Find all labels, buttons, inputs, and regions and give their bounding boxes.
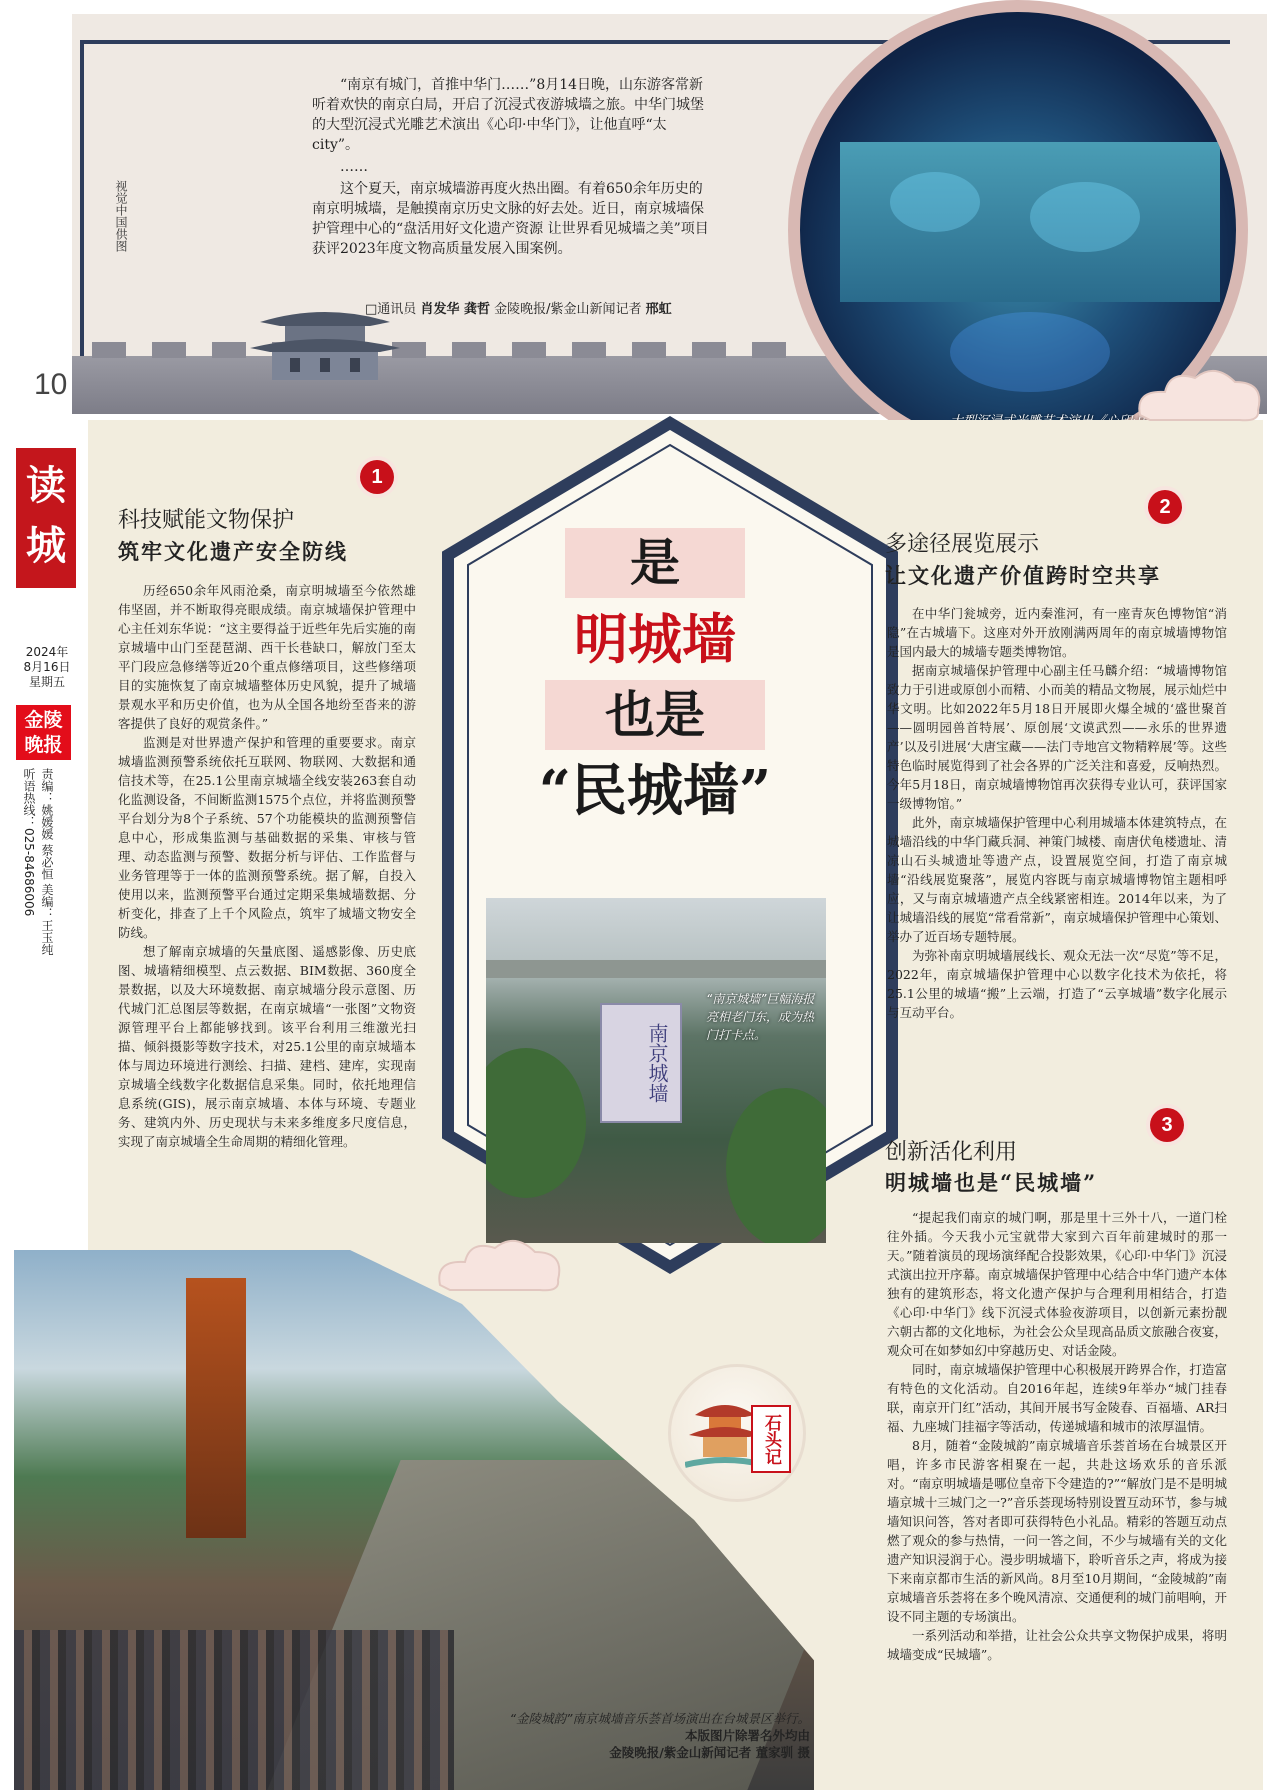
headline-line-3: 也是 xyxy=(545,680,765,750)
page-number: 10 xyxy=(34,368,68,401)
section-2-body xyxy=(887,604,1227,1022)
section-1-paragraph: 历经650余年风雨沧桑，南京明城墙至今依然雄伟坚固，并不断取得亮眼成绩。南京城墙保护管理中心主任刘东华说：“这主要得益于近些年先后实施的南京城墙中山门至琵琶湖、西干长巷缺口，解放门至太平门段应急修缮等近20个重点修缮项目，这些修缮项目的实施恢复了南京城墙整体历史风貌，提升了城墙景观水平和历史价值，也为从全国各地纷至沓来的游客提供了良好的观赏条件。” xyxy=(118,583,416,731)
section-1-paragraph: 想了解南京城墙的矢量底图、遥感影像、历史底图、城墙精细模型、点云数据、BIM数据、360度全景数据，以及大环境数据、南京城墙分段示意图、历代城门汇总图层等数据，在南京城墙“一张图”文物资源管理平台上都能够找到。该平台利用三维激光扫描、倾斜摄影等数字技术，对25.1公里的南京城墙本体与周边环境进行测绘、扫描、建档、建库，实现南京城墙全线数字化数据信息采集。同时，依托地理信息系统(GIS)，展示南京城墙、本体与环境、专题业务、建筑内外、历史现状与未来多维度多尺度信息，实现了南京城墙全生命周期的精细化管理。 xyxy=(118,944,416,1149)
pagoda xyxy=(186,1278,246,1538)
section-3-title: 创新活化利用 xyxy=(885,1140,1018,1165)
section-tag: 读城 xyxy=(16,448,76,588)
issue-date: 2024年8月16日星期五 xyxy=(23,645,71,689)
section-3-paragraph: 8月，随着“金陵城韵”南京城墙音乐荟首场在台城景区开唱，许多市民游客相聚在一起，共赴这场欢乐的音乐派对。“南京明城墙是哪位皇帝下令建造的?”“解放门是不是明城墙京城十三城门之一?”音乐荟现场特别设置互动环节，参与城墙知识问答，答对者即可获得特色小礼品。精彩的答题互动点燃了观众的参与热情，一问一答之间，不少与城墙有关的文化遗产知识浸润于心。漫步明城墙下，聆听音乐之声，将成为接下来南京都市生活的新风尚。8月至10月期间，“金陵城韵”南京城墙音乐荟将在多个晚风清凉、交通便利的城门前唱响，开设不同主题的专场演出。 xyxy=(887,1438,1227,1624)
shitouji-stamp: 石头记 xyxy=(751,1405,791,1473)
headline-line-2: 明城墙 xyxy=(574,607,736,671)
editors-text: 责编：姚媛媛 蔡必恒 美编：王玉纯 xyxy=(40,768,54,956)
section-1-paragraph: 监测是对世界遗产保护和管理的重要要求。南京城墙监测预警系统依托互联网、物联网、大数据和通信技术等，在25.1公里南京城墙全线安装263套自动化监测设备，不间断监测1575个点位，并将监测预警平台划分为8个子系统、57个功能模块的监测预警信息中心，形成集监测与基础数据的采集、审核与管理、动态监测与预警、数据分析与评估、工作监督与业务管理等于一体的监测预警系统。据了解，自投入使用以来，监测预警平台通过定期采集城墙数据、分析变化，排查了上千个风险点，筑牢了城墙文物安全防线。 xyxy=(118,735,416,940)
editorial-info xyxy=(22,768,54,956)
photo-credit: 视觉中国供图 xyxy=(114,180,128,252)
main-headline xyxy=(490,528,820,826)
intro-text xyxy=(312,75,712,261)
poster-photo xyxy=(486,898,826,1243)
photo-credit-note: 本版图片除署名外均由 xyxy=(684,1728,810,1743)
section-2-paragraph: 此外，南京城墙保护管理中心利用城墙本体建筑特点，在城墙沿线的中华门藏兵洞、神策门城楼、南唐伏龟楼遗址、清凉山石头城遗址等遗产点，设置展览空间，打造了南京城墙“沿线展览聚落”，展览内容既与南京城墙博物馆主题相呼应，又与南京城墙遗产点全线紧密相连。2014年以来，为了让城墙沿线的展览“常看常新”，南京城墙保护管理中心策划、举办了近百场专题特展。 xyxy=(887,815,1227,944)
byline-reporter: 邢虹 xyxy=(645,302,672,317)
section-3-body xyxy=(887,1208,1227,1664)
hotline-text: 听语热线：025-84686006 xyxy=(22,768,36,917)
section-2-paragraph: 为弥补南京明城墙展线长、观众无法一次“尽览”等不足，2022年，南京城墙保护管理中心以数字化技术为依托，将25.1公里的城墙“搬”上云端，打造了“云享城墙”数字化展示与互动平台。 xyxy=(887,948,1227,1020)
section-3-paragraph: 一系列活动和举措，让社会公众共享文物保护成果，将明城墙变成“民城墙”。 xyxy=(887,1628,1227,1662)
poster-banner: 南京城墙 xyxy=(600,1003,682,1123)
section-2-subtitle: 让文化遗产价值跨时空共享 xyxy=(885,563,1161,588)
photographer-credit: 金陵晚报/紫金山新闻记者 董家驯 摄 xyxy=(609,1745,810,1760)
section-2-paragraph: 据南京城墙保护管理中心副主任马麟介绍：“城墙博物馆致力于引进或原创小而精、小而美的精品文物展，展示灿烂中华文明。比如2022年5月18日开展即火爆全城的‘盛世聚首——圆明园兽首特展’、原创展‘文谟武烈——永乐的世界遗产’以及引进展‘大唐宝藏——法门寺地宫文物精粹展’等。这些特色临时展览得到了社会各界的广泛关注和喜爱，反响热烈。今年5月18日，南京城墙博物馆再次获得专业认可，获评国家一级博物馆。” xyxy=(887,663,1227,811)
cloud-ornament xyxy=(1130,360,1270,430)
section-2-title: 多途径展览展示 xyxy=(885,532,1040,557)
section-1-badge: 1 xyxy=(360,460,394,494)
section-3-paragraph: 同时，南京城墙保护管理中心积极展开跨界合作，打造富有特色的文化活动。自2016年起，连续9年举办“城门挂春联，南京开门红”活动，其间开展书写金陵春、百福墙、AR扫福、九座城门挂福字等活动，传递城墙和城市的浓厚温情。 xyxy=(887,1362,1227,1434)
section-1-title: 科技赋能文物保护 xyxy=(118,508,295,533)
byline-prefix: □通讯员 xyxy=(365,302,417,317)
headline-line-1: 是 xyxy=(565,528,745,598)
section-3-paragraph: “提起我们南京的城门啊，那是里十三外十八，一道门栓往外插。今天我小元宝就带大家到六百年前建城时的那一天。”随着演员的现场演绎配合投影效果，《心印·中华门》沉浸式演出拉开序幕。南京城墙保护管理中心结合中华门遗产本体独有的建筑形态，将文化遗产保护与合理利用相结合，打造《心印·中华门》线下沉浸式体验夜游项目，以创新元素扮靓六朝古都的文化地标，为社会公众呈现高品质文旅融合夜宴，观众可在如梦如幻中穿越历史、对话金陵。 xyxy=(887,1210,1227,1358)
byline xyxy=(365,298,672,317)
section-1-body xyxy=(118,581,416,1151)
newspaper-logo: 金陵晚报 xyxy=(16,705,71,760)
poster-photo-caption: “南京城墙”巨幅海报亮相老门东，成为热门打卡点。 xyxy=(706,992,815,1042)
intro-ellipsis: …… xyxy=(340,159,368,175)
headline-line-4: “民城墙” xyxy=(538,758,772,824)
intro-paragraph-1: “南京有城门，首推中华门……”8月14日晚，山东游客常新听着欢快的南京白局，开启了沉浸式夜游城墙之旅。中华门城堡的大型沉浸式光雕艺术演出《心印·中华门》，让他直呼“太city”。 xyxy=(312,77,704,153)
section-2-badge: 2 xyxy=(1148,490,1182,524)
intro-paragraph-2: 这个夏天，南京城墙游再度火热出圈。有着650余年历史的南京明城墙，是触摸南京历史文脉的好去处。近日，南京城墙保护管理中心的“盘活用好文化遗产资源 让世界看见城墙之美”项目获评2023年度文物高质量发展入围案例。 xyxy=(312,181,709,257)
shitouji-illustration xyxy=(668,1364,806,1502)
section-2-paragraph: 在中华门瓮城旁，近内秦淮河，有一座青灰色博物馆“消隐”在古城墙下。这座对外开放刚满两周年的南京城墙博物馆是国内最大的城墙专题类博物馆。 xyxy=(887,606,1227,659)
bottom-caption xyxy=(310,1710,810,1761)
wall-top xyxy=(486,960,826,978)
concert-caption: “金陵城韵”南京城墙音乐荟首场演出在台城景区举行。 xyxy=(509,1711,810,1726)
section-1-subtitle: 筑牢文化遗产安全防线 xyxy=(118,539,348,564)
byline-outlet: 金陵晚报/紫金山新闻记者 xyxy=(494,302,642,317)
section-3-subtitle: 明城墙也是“民城墙” xyxy=(885,1170,1098,1195)
cloud-ornament xyxy=(430,1230,570,1300)
section-3-badge: 3 xyxy=(1150,1108,1184,1142)
byline-correspondents: 肖发华 龚哲 xyxy=(420,302,490,317)
